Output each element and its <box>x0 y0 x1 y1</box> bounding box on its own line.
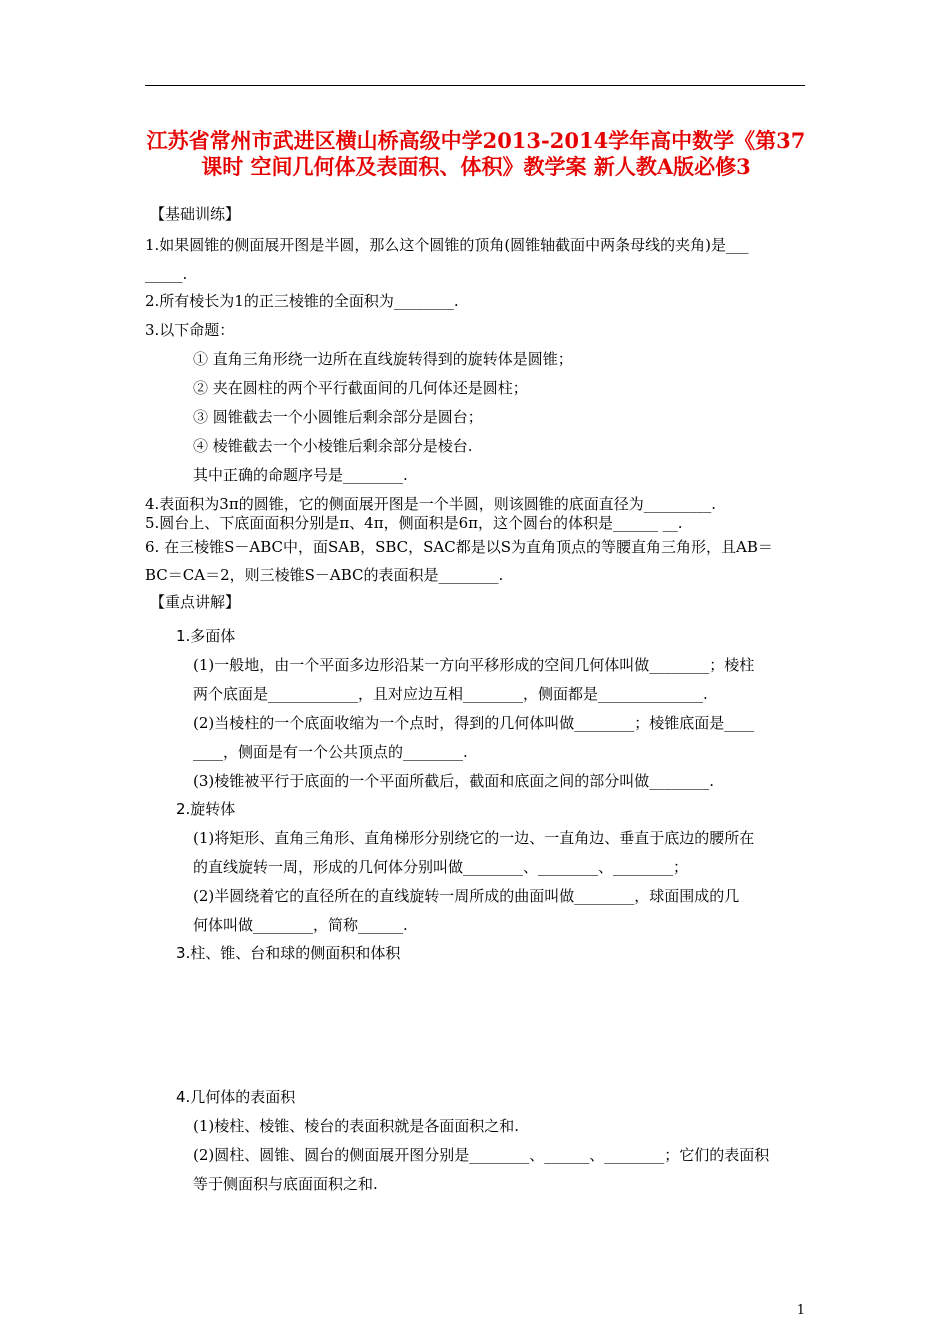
question-3-item-3: ③ 圆锥截去一个小圆锥后剩余部分是圆台； <box>193 408 483 426</box>
polyhedron-p2-line-1: (2)当棱柱的一个底面收缩为一个点时，得到的几何体叫做________；棱锥底面是____ <box>193 714 755 732</box>
heading-surface-area: 4.几何体的表面积 <box>176 1088 296 1106</box>
heading-solid-of-revolution: 2.旋转体 <box>176 800 236 818</box>
surface-area-p1: (1)棱柱、棱锥、棱台的表面积就是各面面积之和. <box>193 1117 520 1135</box>
polyhedron-p1-line-1: (1)一般地，由一个平面多边形沿某一方向平移形成的空间几何体叫做________；棱柱 <box>193 656 755 674</box>
section-key-explanation: 【重点讲解】 <box>150 593 241 611</box>
question-4: 4.表面积为3π的圆锥，它的侧面展开图是一个半圆，则该圆锥的底面直径为_________. <box>145 495 716 513</box>
polyhedron-p3: (3)棱锥被平行于底面的一个平面所截后，截面和底面之间的部分叫做________. <box>193 772 715 790</box>
surface-area-p2-line-1: (2)圆柱、圆锥、圆台的侧面展开图分别是________、______、________；它们的表面积 <box>193 1146 770 1164</box>
polyhedron-p1-line-2: 两个底面是____________，且对应边互相________，侧面都是______________. <box>193 685 708 703</box>
revolution-p2-line-2: 何体叫做________，简称______. <box>193 916 408 934</box>
question-3-item-4: ④ 棱锥截去一个小棱锥后剩余部分是棱台. <box>193 437 473 455</box>
question-5: 5.圆台上、下底面面积分别是π、4π，侧面积是6π，这个圆台的体积是______ __. <box>145 514 683 532</box>
page-number: 1 <box>796 1303 805 1318</box>
question-3-item-1: ① 直角三角形绕一边所在直线旋转得到的旋转体是圆锥； <box>193 350 573 368</box>
surface-area-p2-line-2: 等于侧面积与底面面积之和. <box>193 1175 378 1193</box>
question-3-prompt: 其中正确的命题序号是________. <box>193 466 408 484</box>
question-3-item-2: ② 夹在圆柱的两个平行截面间的几何体还是圆柱； <box>193 379 528 397</box>
heading-polyhedron: 1.多面体 <box>176 627 236 645</box>
question-3: 3.以下命题： <box>145 321 235 339</box>
polyhedron-p2-line-2: ____，侧面是有一个公共顶点的________. <box>193 743 468 761</box>
question-1-line-2: _____. <box>145 265 188 283</box>
question-6-line-2: BC＝CA＝2，则三棱锥S－ABC的表面积是________. <box>145 566 504 584</box>
revolution-p2-line-1: (2)半圆绕着它的直径所在的直线旋转一周所成的曲面叫做________，球面围成的几 <box>193 887 740 905</box>
revolution-p1-line-2: 的直线旋转一周，形成的几何体分别叫做________、________、________； <box>193 858 689 876</box>
section-basic-training: 【基础训练】 <box>150 205 241 223</box>
title-line-2: 课时 空间几何体及表面积、体积》教学案 新人教A版必修3 <box>201 154 751 179</box>
heading-area-and-volume: 3.柱、锥、台和球的侧面积和体积 <box>176 944 401 962</box>
header-rule <box>145 85 805 86</box>
title-line-1: 江苏省常州市武进区横山桥高级中学2013-2014学年高中数学《第37 <box>146 128 806 153</box>
question-1-line-1: 1.如果圆锥的侧面展开图是半圆，那么这个圆锥的顶角(圆锥轴截面中两条母线的夹角)是___ <box>145 236 749 254</box>
document-title <box>140 128 812 180</box>
question-2: 2.所有棱长为1的正三棱锥的全面积为________. <box>145 292 459 310</box>
question-6-line-1: 6. 在三棱锥S－ABC中，面SAB，SBC，SAC都是以S为直角顶点的等腰直角三角形，且AB＝ <box>145 538 773 556</box>
revolution-p1-line-1: (1)将矩形、直角三角形、直角梯形分别绕它的一边、一直角边、垂直于底边的腰所在 <box>193 829 755 847</box>
